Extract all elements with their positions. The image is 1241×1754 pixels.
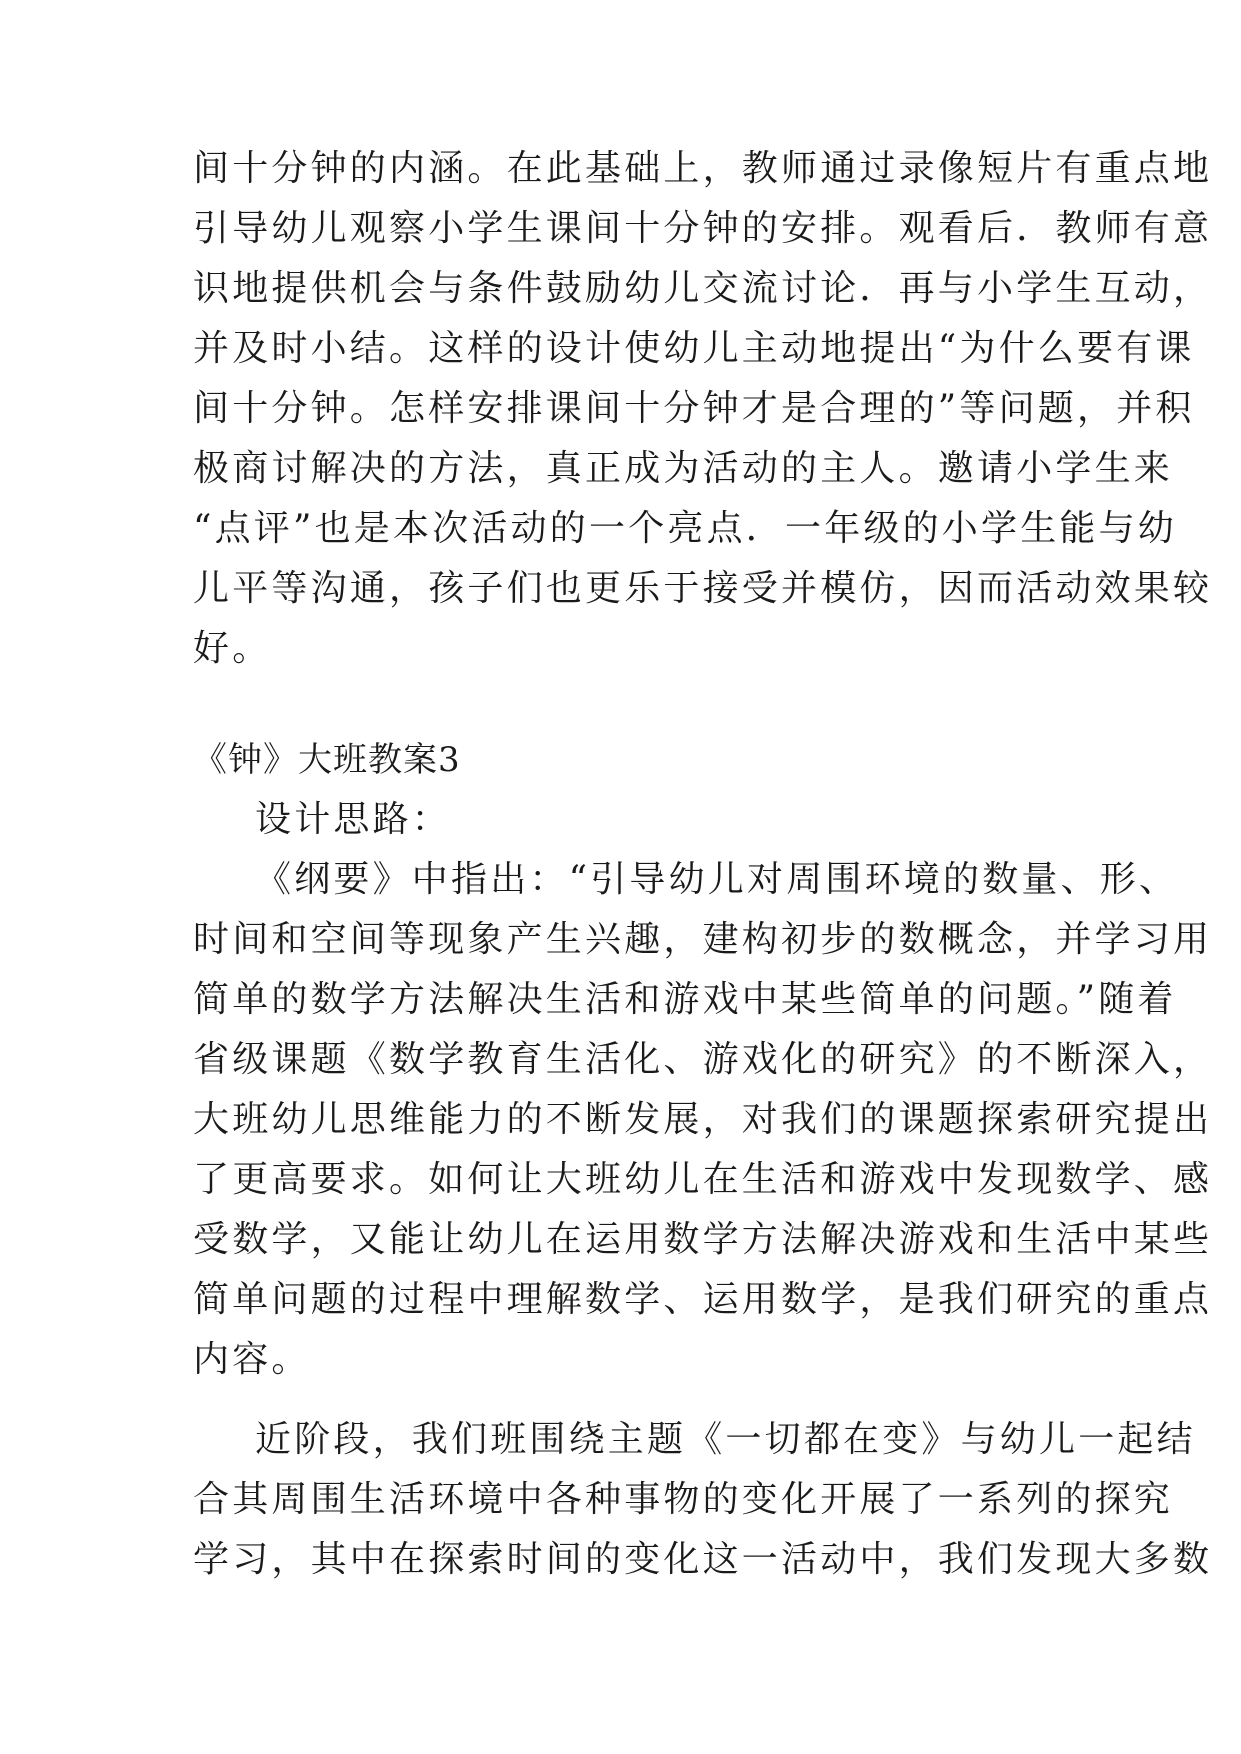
text-line: 儿平等沟通，孩子们也更乐于接受并模仿，因而活动效果较: [193, 568, 1213, 609]
text-line: 近阶段，我们班围绕主题《一切都在变》与幼儿一起结: [255, 1419, 1196, 1460]
text-line: 识地提供机会与条件鼓励幼儿交流讨论．再与小学生互动，: [193, 268, 1213, 309]
text-line: 间十分钟。怎样安排课间十分钟才是合理的”等问题，并积: [193, 388, 1195, 429]
text-line: 大班幼儿思维能力的不断发展，对我们的课题探索研究提出: [193, 1099, 1213, 1140]
text-line: 省级课题《数学教育生活化、游戏化的研究》的不断深入，: [193, 1039, 1213, 1080]
text-line: 间十分钟的内涵。在此基础上，教师通过录像短片有重点地: [193, 148, 1213, 189]
text-line: 好。: [193, 628, 272, 669]
text-line: 时间和空间等现象产生兴趣，建构初步的数概念，并学习用: [193, 919, 1213, 960]
text-line: 极商讨解决的方法，真正成为活动的主人。邀请小学生来: [193, 448, 1174, 489]
text-line: 简单的数学方法解决生活和游戏中某些简单的问题。”随着: [193, 979, 1177, 1020]
text-line: “点评”也是本次活动的一个亮点．一年级的小学生能与幼: [193, 508, 1178, 549]
text-line: 《纲要》中指出：“引导幼儿对周围环境的数量、形、: [255, 859, 1179, 900]
section-title: 《钟》大班教案3: [193, 740, 461, 780]
text-line: 引导幼儿观察小学生课间十分钟的安排。观看后．教师有意: [193, 208, 1213, 249]
text-line: 了更高要求。如何让大班幼儿在生活和游戏中发现数学、感: [193, 1159, 1213, 1200]
text-line: 并及时小结。这样的设计使幼儿主动地提出“为什么要有课: [193, 328, 1195, 369]
text-line: 受数学，又能让幼儿在运用数学方法解决游戏和生活中某些: [193, 1219, 1213, 1260]
text-line: 学习，其中在探索时间的变化这一活动中，我们发现大多数: [193, 1539, 1213, 1580]
text-line: 合其周围生活环境中各种事物的变化开展了一系列的探究: [193, 1479, 1174, 1520]
section-subtitle: 设计思路：: [255, 799, 452, 840]
text-line: 内容。: [193, 1339, 311, 1380]
text-line: 简单问题的过程中理解数学、运用数学，是我们研究的重点: [193, 1279, 1213, 1320]
